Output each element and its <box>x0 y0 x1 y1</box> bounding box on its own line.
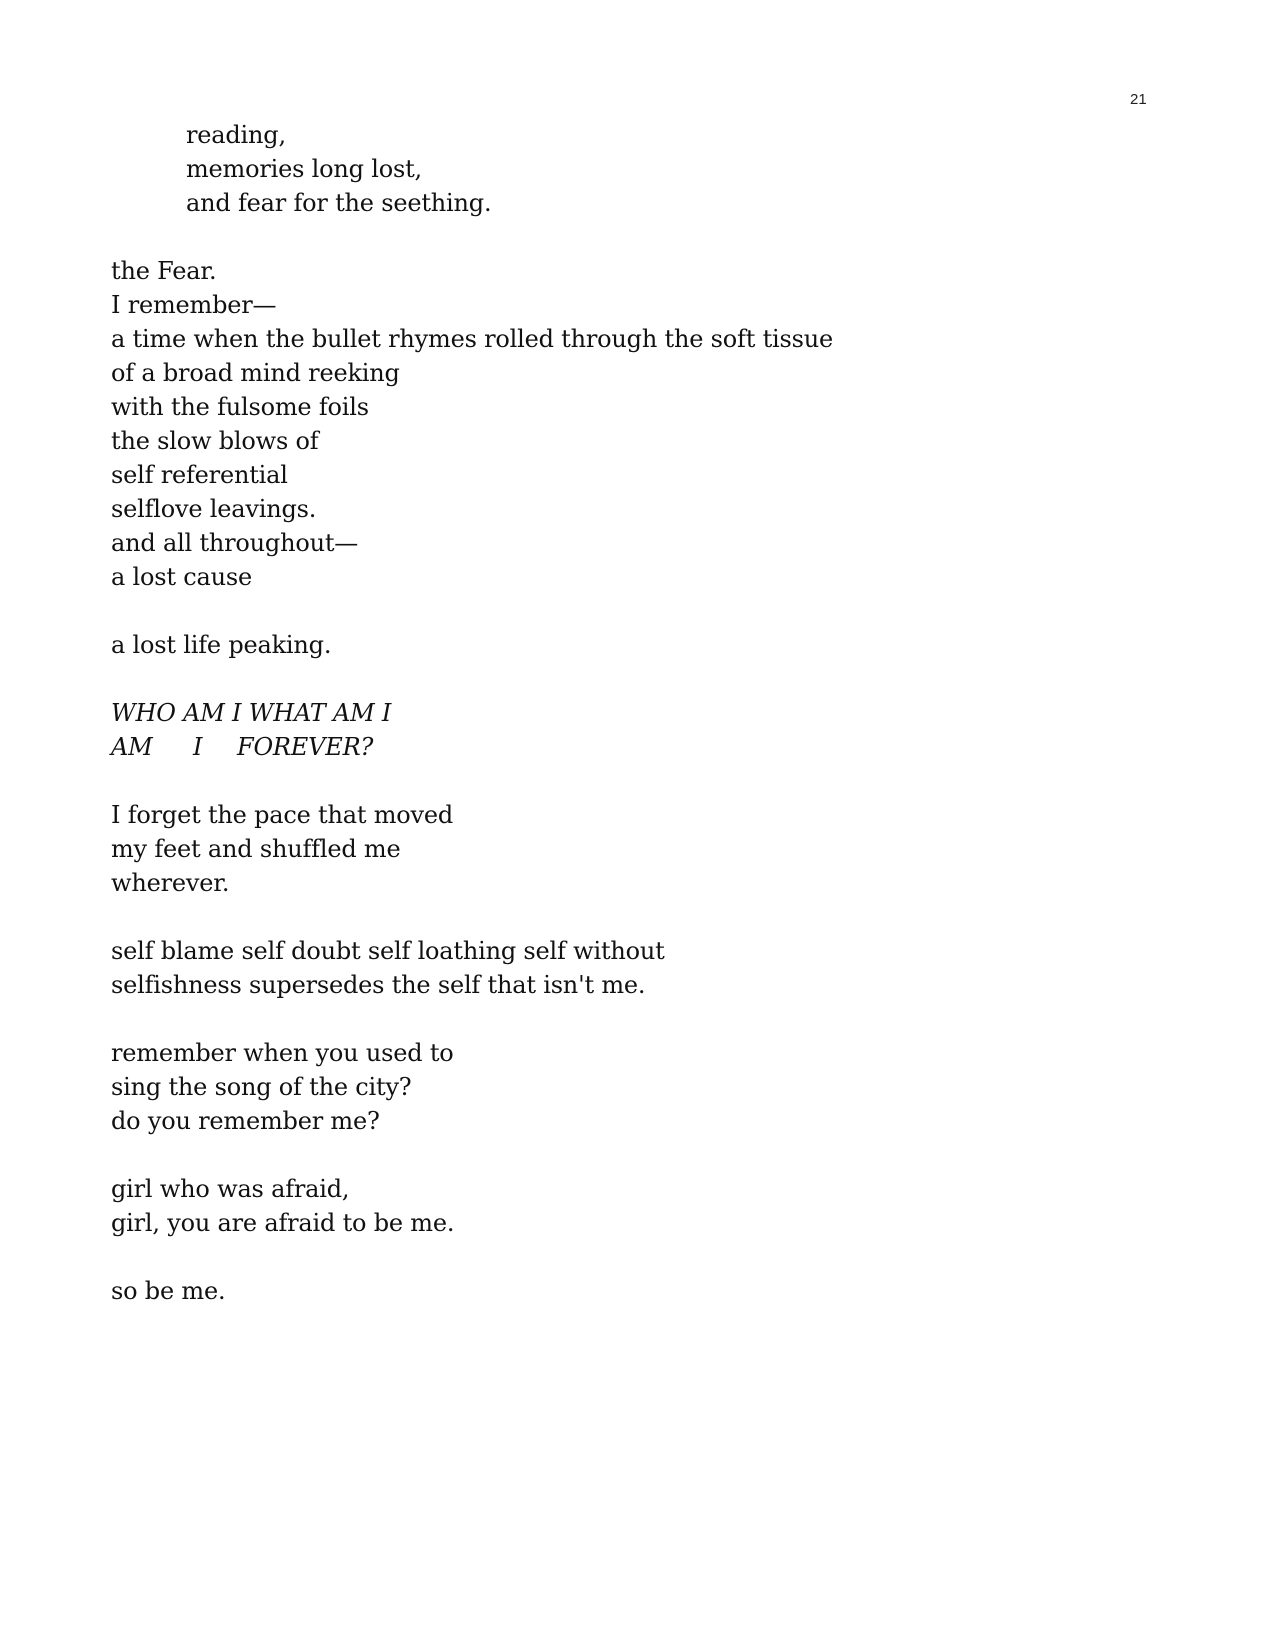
poem-word: I <box>193 733 203 761</box>
poem-line-spaced <box>111 730 1171 764</box>
poem-line: a time when the bullet rhymes rolled through the soft tissue <box>111 325 833 353</box>
poem-line: selflove leavings. <box>111 495 317 523</box>
stanza-2 <box>111 254 1171 594</box>
poem-word: FOREVER? <box>237 733 374 761</box>
poem-line: and all throughout— <box>111 529 359 557</box>
poem-line: selfishness supersedes the self that isn't me. <box>111 971 646 999</box>
poem-line: the slow blows of <box>111 427 319 455</box>
poem-body <box>111 118 1171 1342</box>
stanza-9 <box>111 1274 1171 1308</box>
poem-line: a lost life peaking. <box>111 631 332 659</box>
poem-line: so be me. <box>111 1277 226 1305</box>
stanza-6 <box>111 934 1171 1002</box>
poem-line: with the fulsome foils <box>111 393 369 421</box>
poem-line: self referential <box>111 461 288 489</box>
stanza-5 <box>111 798 1171 900</box>
poem-line: do you remember me? <box>111 1107 380 1135</box>
poem-line: sing the song of the city? <box>111 1073 412 1101</box>
poem-line: memories long lost, <box>186 155 422 183</box>
poem-word: AM <box>111 733 153 761</box>
stanza-8 <box>111 1172 1171 1240</box>
poem-line: the Fear. <box>111 257 217 285</box>
poem-line: girl, you are afraid to be me. <box>111 1209 455 1237</box>
poem-line: I remember— <box>111 291 277 319</box>
poem-line: I forget the pace that moved <box>111 801 454 829</box>
poem-line: girl who was afraid, <box>111 1175 350 1203</box>
poem-line: reading, <box>186 121 286 149</box>
poem-line: of a broad mind reeking <box>111 359 400 387</box>
poem-line: remember when you used to <box>111 1039 454 1067</box>
poem-line: self blame self doubt self loathing self without <box>111 937 665 965</box>
stanza-4-italic <box>111 696 1171 764</box>
poem-line: and fear for the seething. <box>186 189 492 217</box>
stanza-3 <box>111 628 1171 662</box>
poem-line: a lost cause <box>111 563 252 591</box>
poem-line: wherever. <box>111 869 230 897</box>
poem-line: my feet and shuffled me <box>111 835 401 863</box>
page-number: 21 <box>1130 91 1147 108</box>
poem-line: WHO AM I WHAT AM I <box>111 699 392 727</box>
stanza-7 <box>111 1036 1171 1138</box>
stanza-1 <box>111 118 1171 220</box>
